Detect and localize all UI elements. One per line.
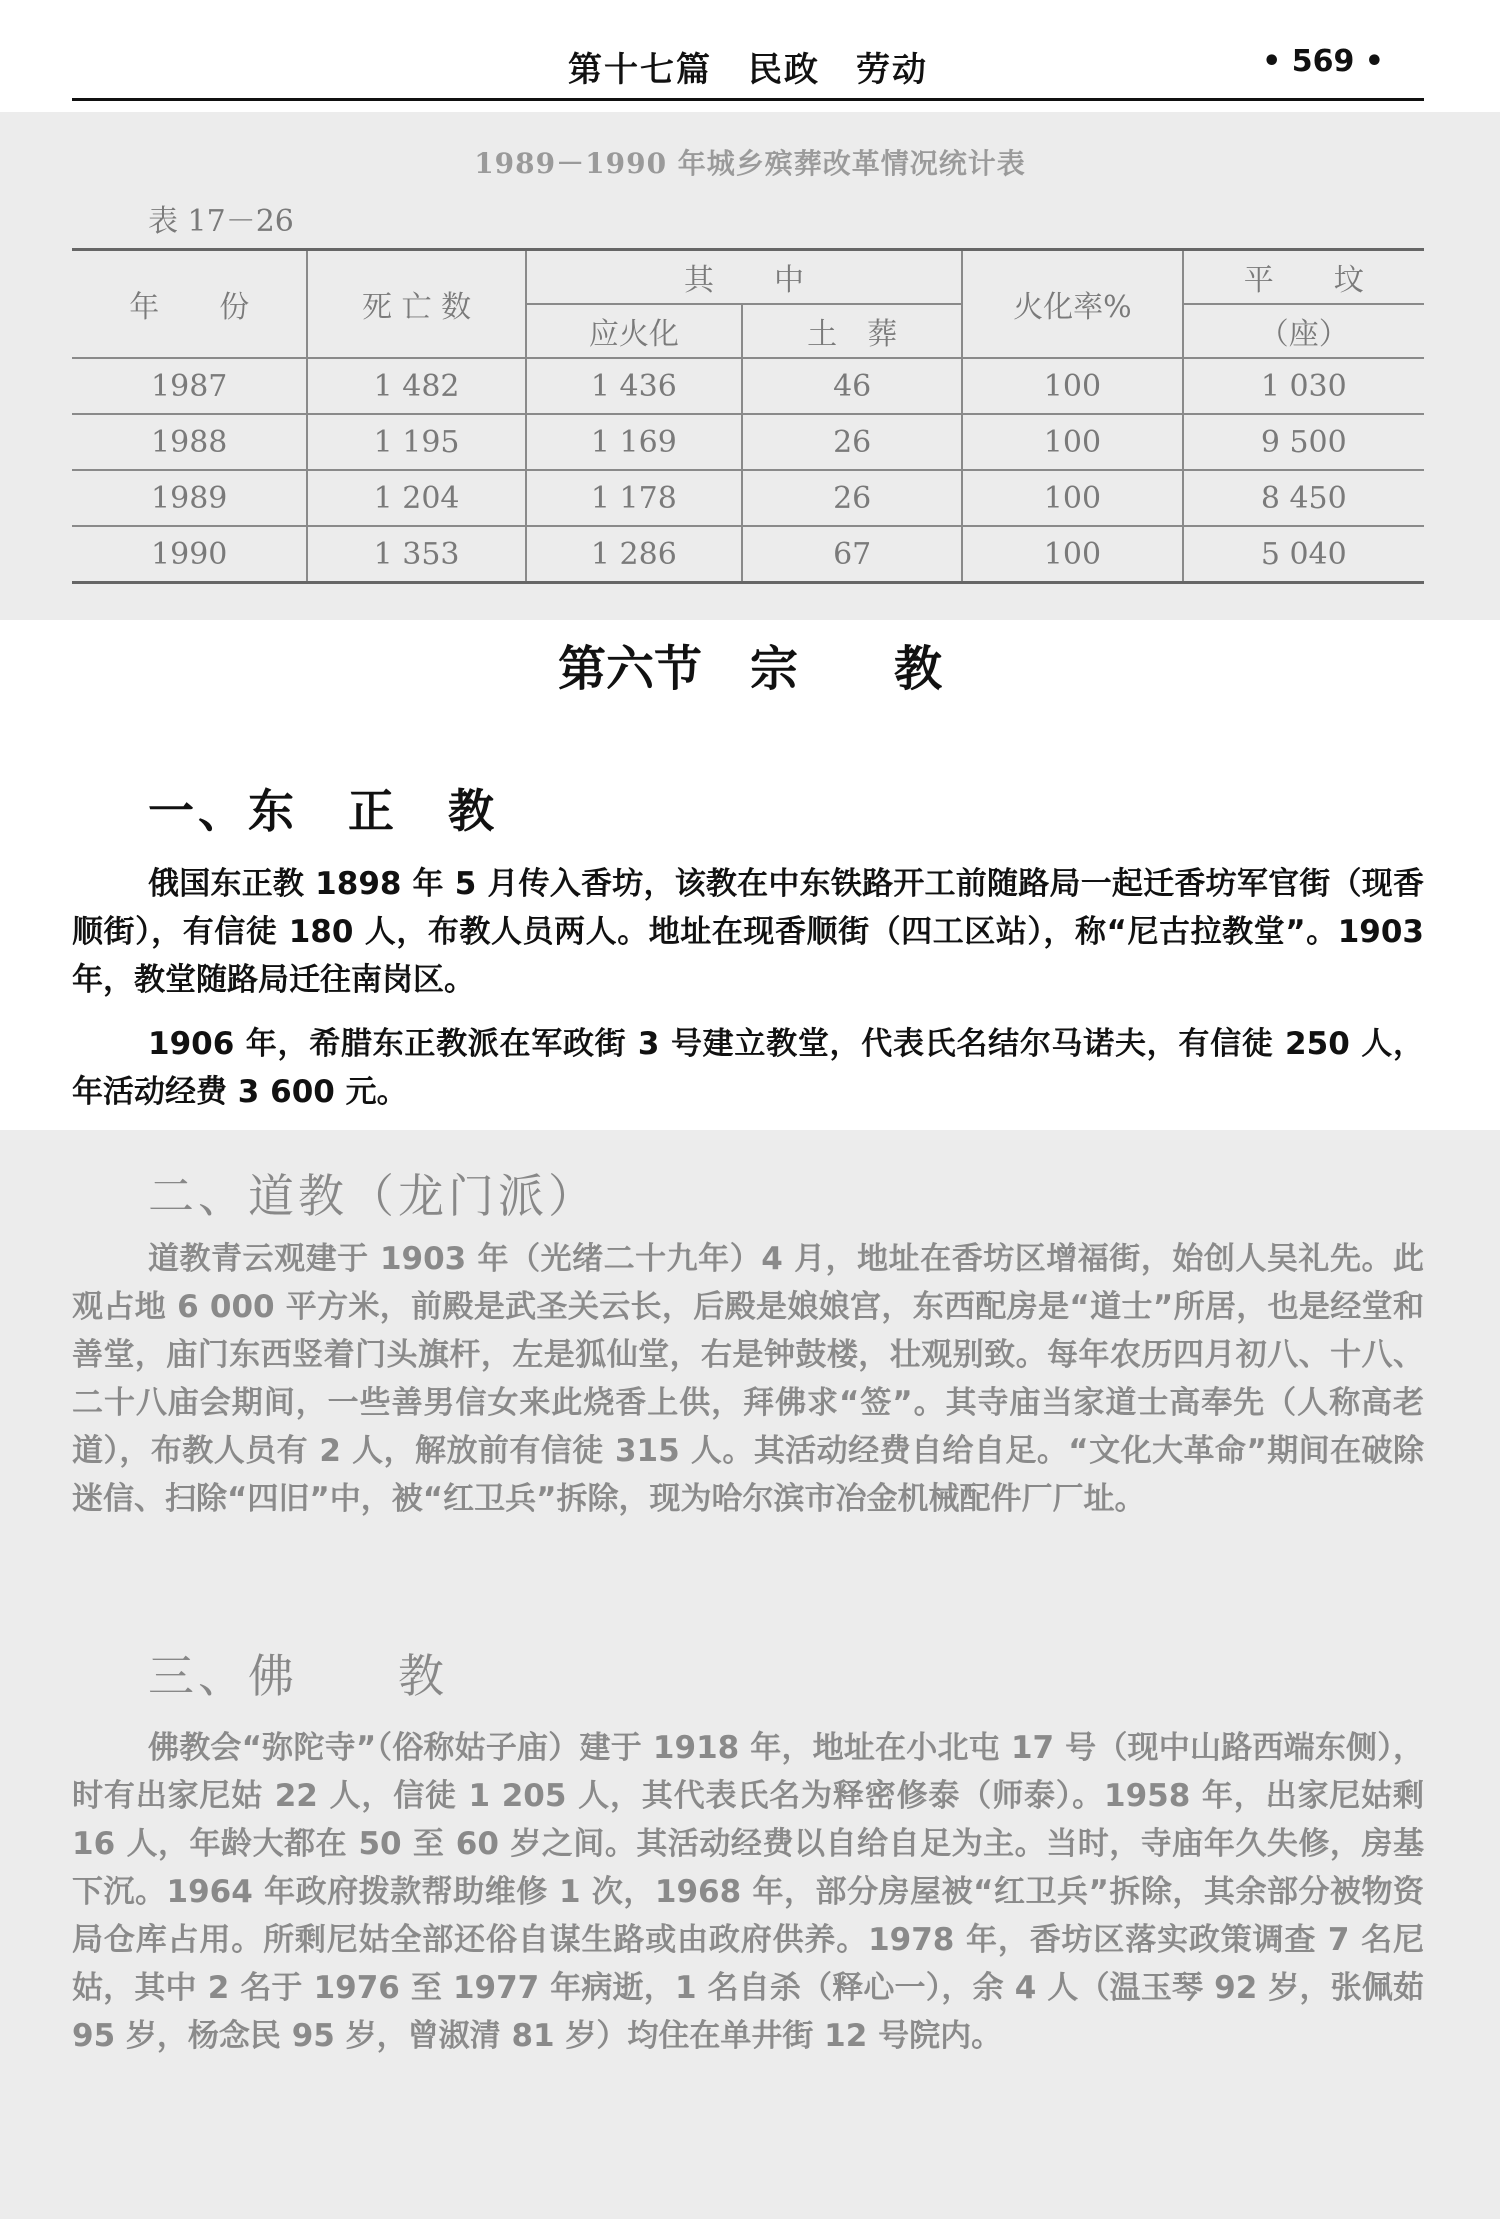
paragraph-orthodox-2: 1906 年，希腊东正教派在军政街 3 号建立教堂，代表氏名结尔马诺夫，有信徒 250 人，年活动经费 3 600 元。 [72,1026,1424,1110]
cell-deaths: 1 353 [307,526,525,583]
cell-burial: 46 [742,358,962,414]
cell-graves: 9 500 [1183,414,1424,470]
cell-graves: 5 040 [1183,526,1424,583]
cell-graves: 8 450 [1183,470,1424,526]
cell-burial: 26 [742,470,962,526]
subsection-title-buddhism: 三、佛 教 [148,1649,448,1703]
table-row [72,470,1424,526]
running-header [72,36,1424,96]
header-deaths: 死 亡 数 [307,250,525,359]
cell-rate: 100 [962,358,1182,414]
table-row [72,526,1424,583]
cell-deaths: 1 204 [307,470,525,526]
table-row [72,414,1424,470]
page-number: • 569 • [1262,44,1384,79]
cell-rate: 100 [962,470,1182,526]
header-graves-unit: （座） [1183,304,1424,358]
cell-deaths: 1 482 [307,358,525,414]
paragraph-orthodox-1: 俄国东正教 1898 年 5 月传入香坊，该教在中东铁路开工前随路局一起迁香坊军官街（现香顺街），有信徒 180 人，布教人员两人。地址在现香顺街（四工区站），称“尼古拉教堂”。1903 年，教堂随路局迁往南岗区。 [72,866,1424,998]
header-of-which: 其 中 [526,250,963,305]
funeral-reform-table [72,248,1424,584]
cell-cremation-due: 1 286 [526,526,742,583]
header-graves-leveled: 平 坟 [1183,250,1424,305]
header-year: 年 份 [72,250,307,359]
cell-year: 1989 [72,470,307,526]
cell-year: 1988 [72,414,307,470]
cell-cremation-due: 1 178 [526,470,742,526]
header-cremation-rate: 火化率% [962,250,1182,359]
cell-graves: 1 030 [1183,358,1424,414]
cell-cremation-due: 1 436 [526,358,742,414]
header-cremation-due: 应火化 [526,304,742,358]
cell-burial: 26 [742,414,962,470]
cell-deaths: 1 195 [307,414,525,470]
header-burial: 土 葬 [742,304,962,358]
chapter-title: 第十七篇 民政 劳动 [568,50,928,90]
cell-year: 1987 [72,358,307,414]
subsection-title-taoism: 二、道教（龙门派） [148,1169,598,1223]
cell-rate: 100 [962,414,1182,470]
cell-burial: 67 [742,526,962,583]
subsection-title-orthodox: 一、东 正 教 [148,784,498,838]
table-title: 1989－1990 年城乡殡葬改革情况统计表 [474,147,1026,180]
table-row [72,358,1424,414]
paragraph-buddhism: 佛教会“弥陀寺”（俗称姑子庙）建于 1918 年，地址在小北屯 17 号（现中山路西端东侧），时有出家尼姑 22 人，信徒 1 205 人，其代表氏名为释密修泰（师泰）。1958 年，出家尼姑剩 16 人，年龄大都在 50 至 60 岁之间。其活动经费以自给自足为主。当时，寺庙年久失修，房基下沉。1964 年政府拨款帮助维修 1 次，1968 年，部分房屋被“红卫兵”拆除，其余部分被物资局仓库占用。所剩尼姑全部还俗自谋生路或由政府供养。1978 年，香坊区落实政策调查 7 名尼姑，其中 2 名于 1976 至 1977 年病逝，1 名自杀（释心一），余 4 人（温玉琴 92 岁，张佩茹 95 岁，杨念民 95 岁，曾淑清 81 岁）均住在单井街 12 号院内。 [72,1730,1424,2054]
section-title: 第六节 宗 教 [557,641,942,697]
cell-cremation-due: 1 169 [526,414,742,470]
paragraph-taoism: 道教青云观建于 1903 年（光绪二十九年）4 月，地址在香坊区增福街，始创人吴礼先。此观占地 6 000 平方米，前殿是武圣关云长，后殿是娘娘宫，东西配房是“道士”所居，也是经堂和善堂，庙门东西竖着门头旗杆，左是狐仙堂，右是钟鼓楼，壮观别致。每年农历四月初八、十八、二十八庙会期间，一些善男信女来此烧香上供，拜佛求“签”。其寺庙当家道士高奉先（人称高老道），布教人员有 2 人，解放前有信徒 315 人。其活动经费自给自足。“文化大革命”期间在破除迷信、扫除“四旧”中，被“红卫兵”拆除，现为哈尔滨市冶金机械配件厂厂址。 [72,1241,1424,1517]
cell-year: 1990 [72,526,307,583]
header-rule [72,98,1424,101]
table-number: 表 17－26 [148,204,294,239]
cell-rate: 100 [962,526,1182,583]
